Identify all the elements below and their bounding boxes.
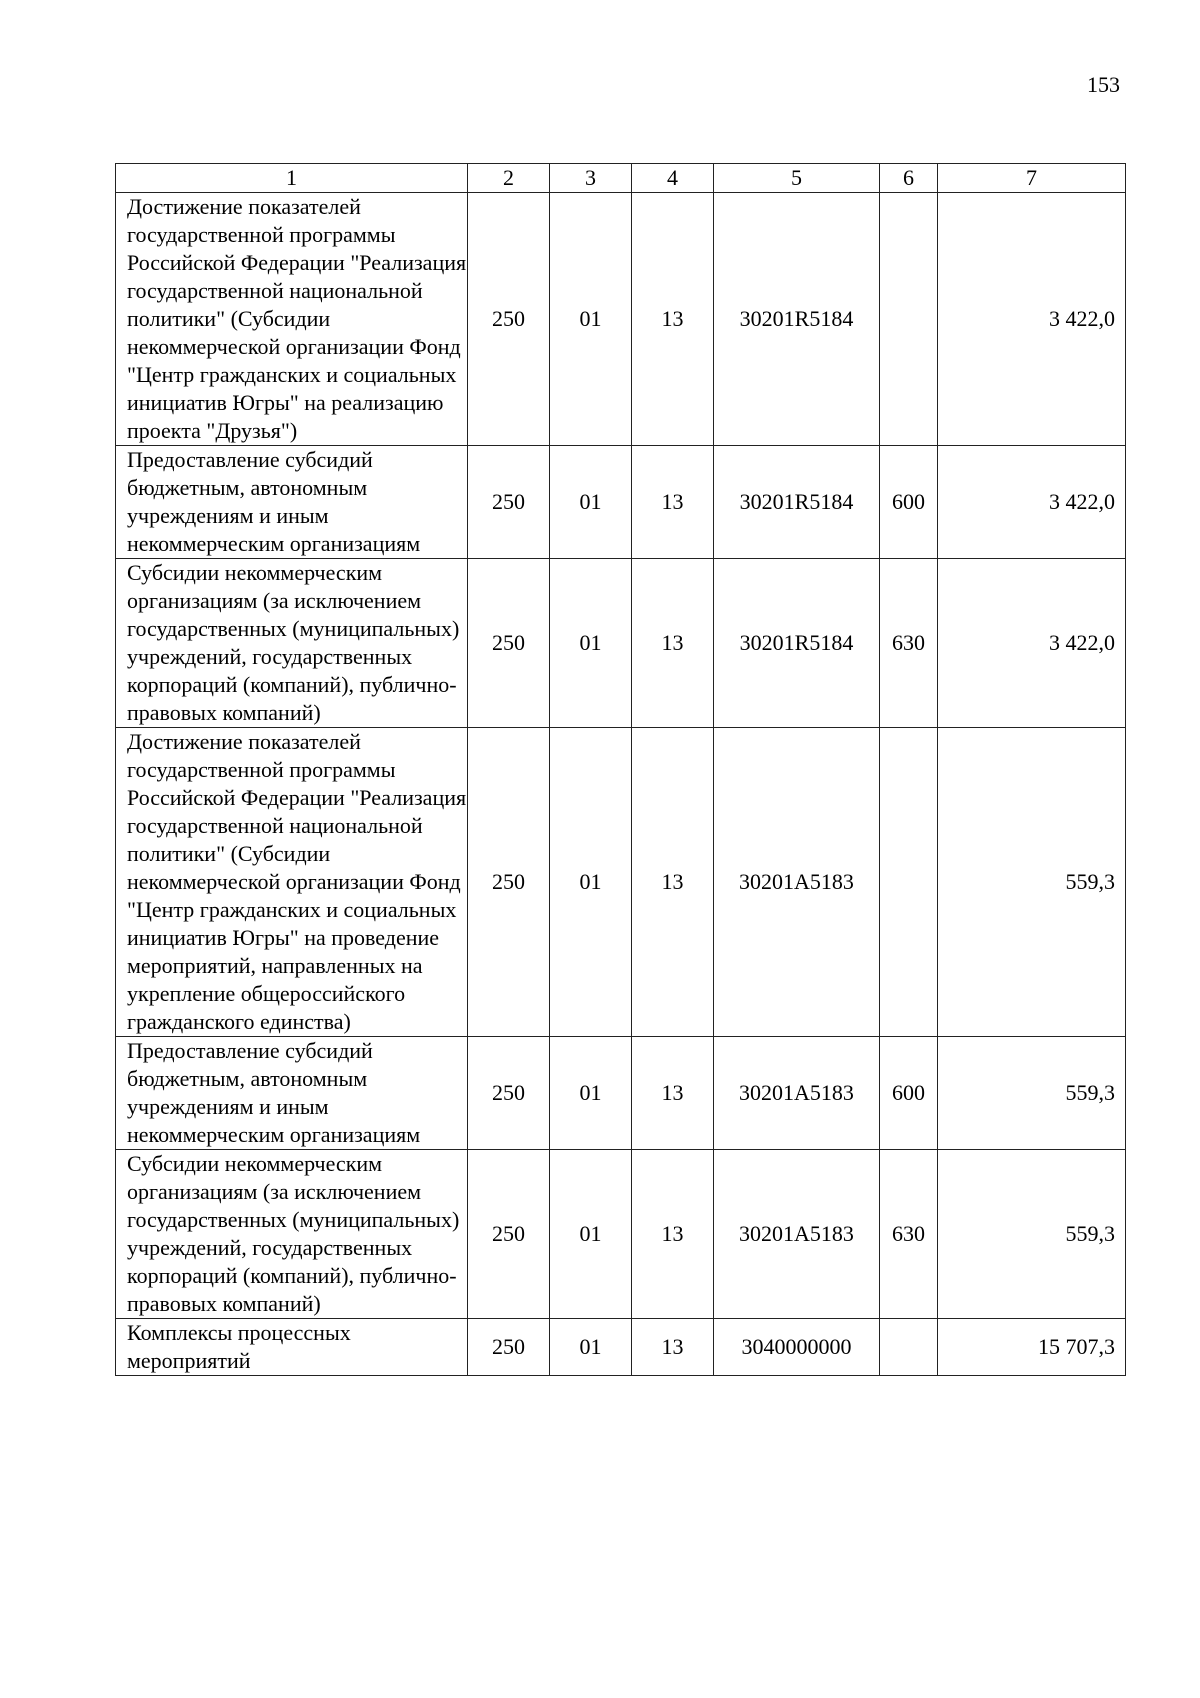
column-header: 4 bbox=[632, 164, 714, 193]
cell-col-4: 13 bbox=[632, 559, 714, 728]
cell-col-2: 250 bbox=[468, 1150, 550, 1319]
table-row bbox=[116, 559, 1126, 728]
table-row bbox=[116, 728, 1126, 1037]
cell-col-3: 01 bbox=[550, 1319, 632, 1376]
cell-col-2: 250 bbox=[468, 1037, 550, 1150]
row-description: Предоставление субсидий бюджетным, автономным учреждениям и иным некоммерческим организациям bbox=[116, 1037, 468, 1150]
table-row bbox=[116, 193, 1126, 446]
column-header: 1 bbox=[116, 164, 468, 193]
row-description: Субсидии некоммерческим организациям (за исключением государственных (муниципальных) учреждений, государственных корпораций (компаний), публично-правовых компаний) bbox=[116, 1150, 468, 1319]
cell-col-5: 3040000000 bbox=[714, 1319, 880, 1376]
cell-col-5: 30201A5183 bbox=[714, 728, 880, 1037]
cell-col-6: 630 bbox=[880, 1150, 938, 1319]
cell-col-2: 250 bbox=[468, 559, 550, 728]
table-row bbox=[116, 1037, 1126, 1150]
cell-col-3: 01 bbox=[550, 193, 632, 446]
cell-amount: 3 422,0 bbox=[938, 446, 1126, 559]
budget-table bbox=[115, 163, 1126, 1376]
cell-col-3: 01 bbox=[550, 559, 632, 728]
cell-amount: 559,3 bbox=[938, 1150, 1126, 1319]
column-header: 3 bbox=[550, 164, 632, 193]
table-row bbox=[116, 1319, 1126, 1376]
column-header: 2 bbox=[468, 164, 550, 193]
column-header: 7 bbox=[938, 164, 1126, 193]
cell-col-3: 01 bbox=[550, 1037, 632, 1150]
cell-col-5: 30201R5184 bbox=[714, 193, 880, 446]
row-description: Субсидии некоммерческим организациям (за исключением государственных (муниципальных) учреждений, государственных корпораций (компаний), публично-правовых компаний) bbox=[116, 559, 468, 728]
cell-col-4: 13 bbox=[632, 728, 714, 1037]
row-description: Достижение показателей государственной программы Российской Федерации "Реализация государственной национальной политики" (Субсидии некоммерческой организации Фонд "Центр гражданских и социальных инициатив Югры" на проведение мероприятий, направленных на укрепление общероссийского гражданского единства) bbox=[116, 728, 468, 1037]
cell-col-4: 13 bbox=[632, 1150, 714, 1319]
cell-col-3: 01 bbox=[550, 1150, 632, 1319]
cell-amount: 559,3 bbox=[938, 1037, 1126, 1150]
page-number: 153 bbox=[1087, 72, 1120, 97]
cell-col-2: 250 bbox=[468, 728, 550, 1037]
cell-col-5: 30201A5183 bbox=[714, 1150, 880, 1319]
cell-col-3: 01 bbox=[550, 728, 632, 1037]
cell-col-6 bbox=[880, 1319, 938, 1376]
row-description: Комплексы процессных мероприятий bbox=[116, 1319, 468, 1376]
cell-col-6 bbox=[880, 728, 938, 1037]
cell-col-6: 600 bbox=[880, 446, 938, 559]
column-number-row bbox=[116, 164, 1126, 193]
column-header: 6 bbox=[880, 164, 938, 193]
table-row bbox=[116, 446, 1126, 559]
cell-col-2: 250 bbox=[468, 1319, 550, 1376]
cell-col-4: 13 bbox=[632, 1319, 714, 1376]
row-description: Предоставление субсидий бюджетным, автономным учреждениям и иным некоммерческим организациям bbox=[116, 446, 468, 559]
cell-amount: 15 707,3 bbox=[938, 1319, 1126, 1376]
cell-col-4: 13 bbox=[632, 446, 714, 559]
cell-col-2: 250 bbox=[468, 446, 550, 559]
cell-col-6 bbox=[880, 193, 938, 446]
cell-col-6: 600 bbox=[880, 1037, 938, 1150]
cell-col-2: 250 bbox=[468, 193, 550, 446]
cell-col-3: 01 bbox=[550, 446, 632, 559]
cell-amount: 3 422,0 bbox=[938, 559, 1126, 728]
cell-col-5: 30201R5184 bbox=[714, 559, 880, 728]
row-description: Достижение показателей государственной программы Российской Федерации "Реализация государственной национальной политики" (Субсидии некоммерческой организации Фонд "Центр гражданских и социальных инициатив Югры" на реализацию проекта "Друзья") bbox=[116, 193, 468, 446]
cell-amount: 3 422,0 bbox=[938, 193, 1126, 446]
cell-col-4: 13 bbox=[632, 193, 714, 446]
cell-col-5: 30201R5184 bbox=[714, 446, 880, 559]
cell-col-4: 13 bbox=[632, 1037, 714, 1150]
table-row bbox=[116, 1150, 1126, 1319]
column-header: 5 bbox=[714, 164, 880, 193]
cell-col-6: 630 bbox=[880, 559, 938, 728]
cell-amount: 559,3 bbox=[938, 728, 1126, 1037]
cell-col-5: 30201A5183 bbox=[714, 1037, 880, 1150]
